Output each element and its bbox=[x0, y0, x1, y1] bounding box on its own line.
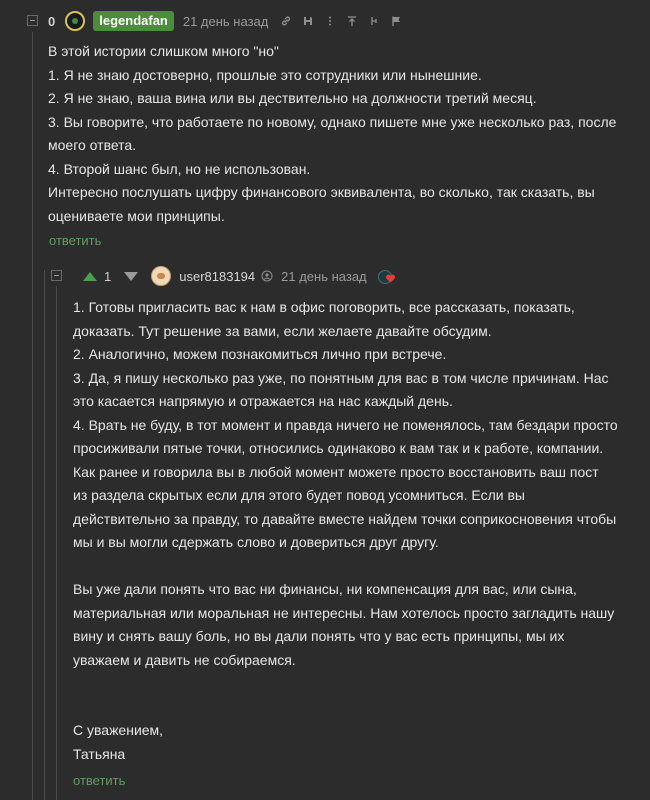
comment-body: В этой истории слишком много "но" 1. Я не знаю достоверно, прошлые это сотрудники или нынешние. 2. Я не знаю, ваша вина или вы дествительно на должности третий месяц. 3. Вы говорите, что работаете по новому, однако пишете мне уже несколько раз, после моего ответа. 4. Второй шанс был, но не использован. Интересно послушать цифру финансового эквивалента, во сколько, так сказать, вы оцениваете мои принципы. bbox=[48, 43, 617, 224]
flag-icon[interactable] bbox=[388, 13, 404, 29]
comment-header bbox=[48, 10, 404, 32]
username-link[interactable]: user8183194 bbox=[179, 268, 256, 284]
more-icon[interactable] bbox=[322, 13, 338, 29]
downvote-button[interactable] bbox=[119, 266, 143, 286]
avatar[interactable] bbox=[65, 11, 85, 31]
thread-line[interactable] bbox=[44, 270, 45, 800]
comment-date[interactable]: 21 день назад bbox=[182, 13, 269, 29]
heart-badge-icon bbox=[377, 267, 397, 285]
thread-line[interactable] bbox=[32, 32, 33, 800]
user-icon bbox=[259, 268, 275, 284]
comment-rating: 0 bbox=[48, 13, 56, 29]
comment-rating: 1 bbox=[104, 268, 112, 284]
branch-icon[interactable] bbox=[366, 13, 382, 29]
arrow-up-icon bbox=[83, 272, 97, 281]
comment-header bbox=[78, 265, 397, 287]
save-icon[interactable] bbox=[300, 13, 316, 29]
link-icon[interactable] bbox=[278, 13, 294, 29]
collapse-button[interactable] bbox=[27, 15, 38, 26]
upvote-button[interactable] bbox=[78, 266, 102, 286]
reply-button[interactable]: ответить bbox=[73, 773, 126, 788]
username-link[interactable]: legendafan bbox=[93, 11, 174, 31]
arrow-down-icon bbox=[124, 272, 138, 281]
comment-date[interactable]: 21 день назад bbox=[281, 268, 367, 284]
thread-line[interactable] bbox=[56, 286, 57, 800]
comment-body: 1. Готовы пригласить вас к нам в офис поговорить, все рассказать, показать, доказать. Тут решение за вами, если желаете давайте обсудим. 2. Аналогично, можем познакомиться лично при встрече. 3. Да, я пишу несколько раз уже, по понятным для вас в том числе причинам. Нас это касается напрямую и отражается на нас каждый день. 4. Врать не буду, в тот момент и правда ничего не поменялось, там бездари просто просиживали пятые точки, относились одинаково к вам так и к работе, компании. Как ранее и говорила вы в любой момент можете просто восстановить ваш пост из раздела скрытых если для этого будет повод усомниться. Если вы действительно за правду, то давайте вместе найдем точки соприкосновения чтобы мы и вы могли сдержать слово и довериться друг другу. Вы уже дали понять что вас ни финансы, ни компенсация для вас, или сына, материальная или моральная не интересны. Нам хотелось просто загладить нашу вину и снять вашу боль, но вы дали понять что у вас есть принципы, мы их уважаем и давить не собираемся. С уважением, Татьяна bbox=[73, 299, 618, 762]
scroll-top-icon[interactable] bbox=[344, 13, 360, 29]
collapse-button[interactable] bbox=[51, 270, 62, 281]
reply-button[interactable]: ответить bbox=[49, 233, 102, 248]
avatar[interactable] bbox=[151, 266, 171, 286]
